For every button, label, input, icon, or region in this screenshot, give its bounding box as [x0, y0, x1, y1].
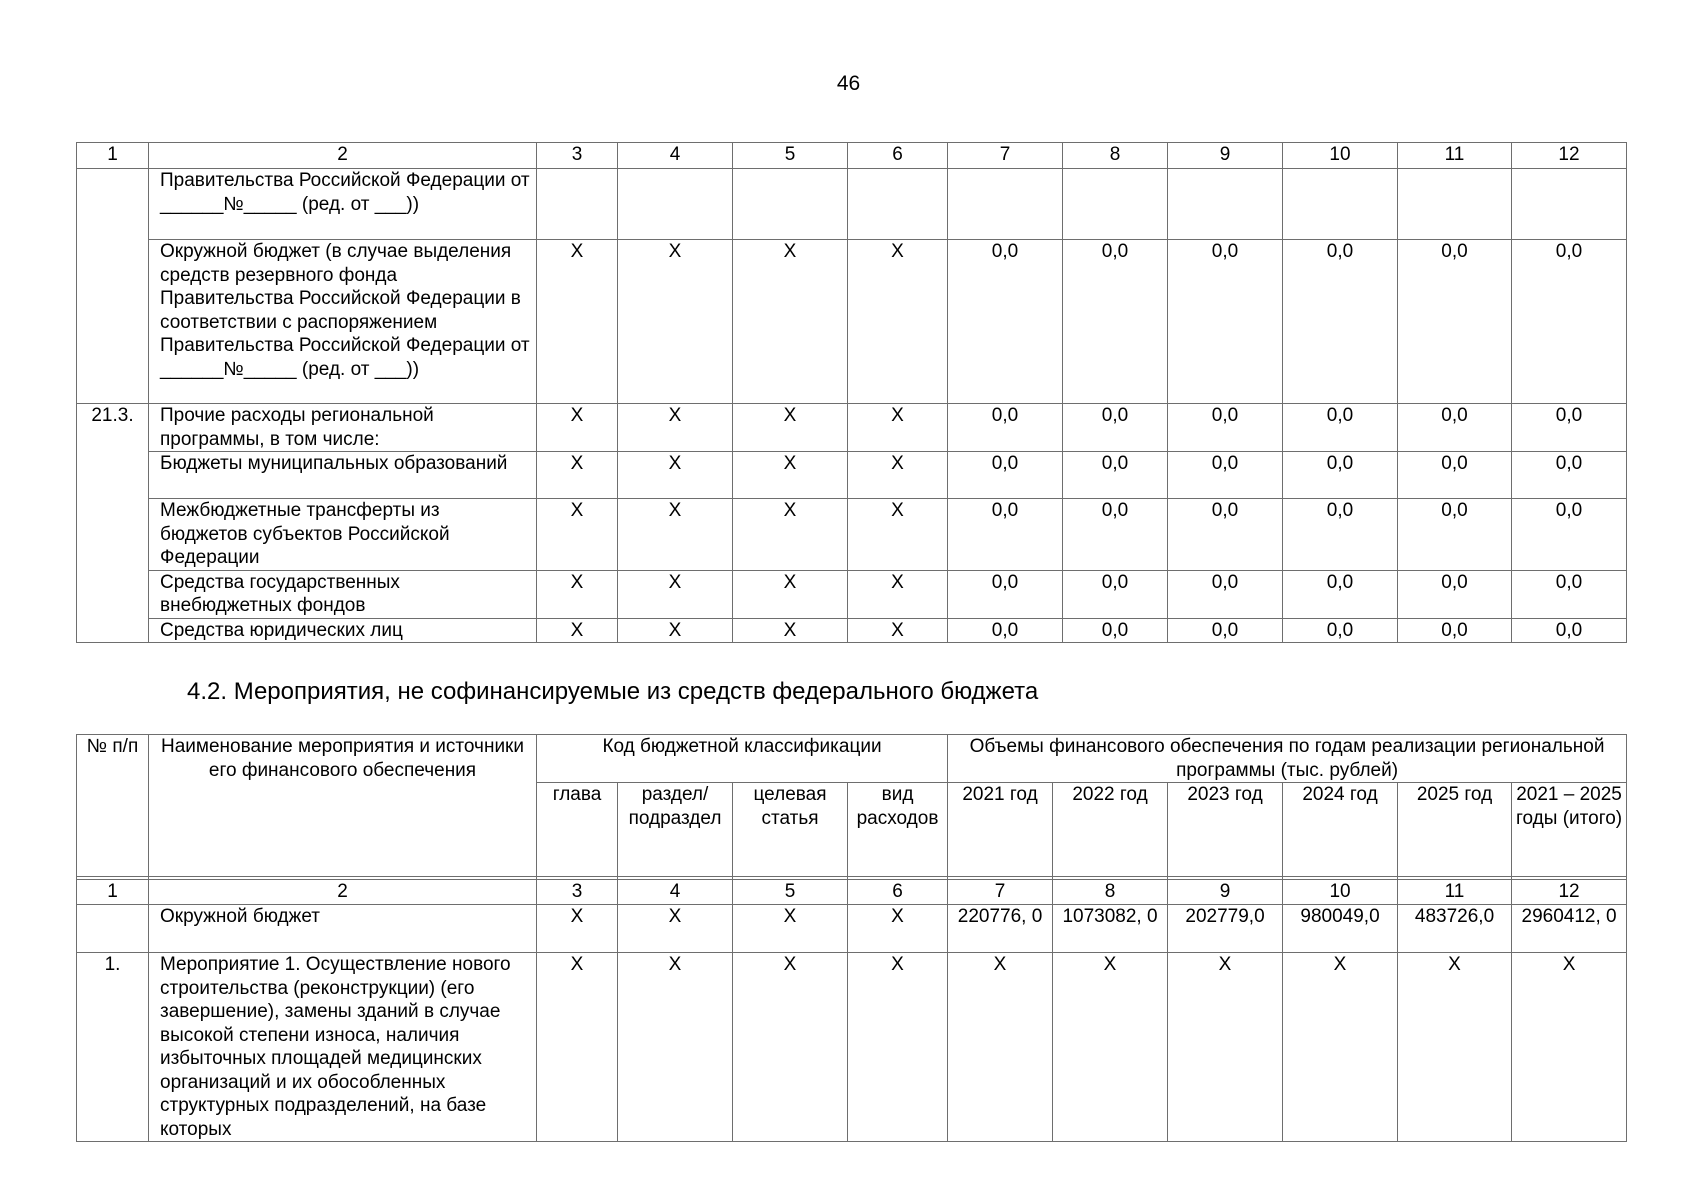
value-cell — [1283, 169, 1398, 240]
row-name: Межбюджетные трансферты из бюджетов субъектов Российской Федерации — [149, 499, 537, 571]
value-cell: 0,0 — [948, 570, 1063, 618]
col-number: 7 — [948, 880, 1053, 905]
value-cell: X — [733, 905, 848, 953]
value-cell: X — [733, 618, 848, 643]
table-row — [77, 240, 1627, 404]
value-cell: X — [537, 499, 618, 571]
value-cell: 0,0 — [1168, 570, 1283, 618]
value-cell — [1512, 169, 1627, 240]
value-cell: X — [618, 618, 733, 643]
value-cell: X — [848, 452, 948, 499]
col-number: 9 — [1168, 880, 1283, 905]
row-name: Окружной бюджет (в случае выделения средств резервного фонда Правительства Российской Федерации в соответствии с распоряжением Правительства Российской Федерации от ______№_____ (ред. от ___)) — [149, 240, 537, 404]
subheader-cell: 2022 год — [1053, 783, 1168, 877]
subheader-cell: 2021 – 2025 годы (итого) — [1512, 783, 1627, 877]
value-cell: 0,0 — [1168, 618, 1283, 643]
col-number: 1 — [77, 143, 149, 169]
value-cell — [1398, 169, 1512, 240]
value-cell: X — [848, 618, 948, 643]
value-cell: 0,0 — [1063, 240, 1168, 404]
value-cell: X — [618, 240, 733, 404]
row-name: Правительства Российской Федерации от ______№_____ (ред. от ___)) — [149, 169, 537, 240]
value-cell: X — [848, 905, 948, 953]
table-row — [77, 905, 1627, 953]
value-cell: 0,0 — [1398, 499, 1512, 571]
value-cell — [1168, 169, 1283, 240]
activities-table — [76, 734, 1627, 1142]
value-cell: X — [948, 953, 1053, 1142]
value-cell: X — [733, 452, 848, 499]
value-cell: X — [537, 452, 618, 499]
value-cell: 0,0 — [1168, 452, 1283, 499]
value-cell: 0,0 — [948, 404, 1063, 452]
table-row — [77, 499, 1627, 571]
col-number: 11 — [1398, 143, 1512, 169]
value-cell: X — [1053, 953, 1168, 1142]
row-name: Прочие расходы региональной программы, в том числе: — [149, 404, 537, 452]
value-cell: 0,0 — [1398, 570, 1512, 618]
row-name: Бюджеты муниципальных образований — [149, 452, 537, 499]
value-cell: 0,0 — [1398, 618, 1512, 643]
page-number: 46 — [836, 72, 861, 95]
row-number-cell — [77, 169, 149, 404]
col-number: 10 — [1283, 880, 1398, 905]
col-number: 5 — [733, 143, 848, 169]
col-number: 12 — [1512, 143, 1627, 169]
value-cell: 0,0 — [1283, 404, 1398, 452]
section-title: 4.2. Мероприятия, не софинансируемые из средств федерального бюджета — [187, 678, 1039, 705]
value-cell: X — [848, 404, 948, 452]
table-row — [77, 953, 1627, 1142]
row-number-cell — [77, 905, 149, 953]
col-number: 8 — [1063, 143, 1168, 169]
value-cell: X — [733, 240, 848, 404]
value-cell: 0,0 — [1512, 570, 1627, 618]
value-cell: X — [537, 240, 618, 404]
value-cell: X — [618, 404, 733, 452]
value-cell: 0,0 — [1398, 404, 1512, 452]
header-budget-code: Код бюджетной классификации — [537, 735, 948, 783]
row-number-cell: 21.3. — [77, 404, 149, 643]
subheader-cell: 2024 год — [1283, 783, 1398, 877]
col-number: 4 — [618, 880, 733, 905]
row-name: Мероприятие 1. Осуществление нового строительства (реконструкции) (его завершение), замены зданий в случае высокой степени износа, наличия избыточных площадей медицинских организаций и их обособленных структурных подразделений, на базе которых — [149, 953, 537, 1142]
col-number: 9 — [1168, 143, 1283, 169]
col-number: 7 — [948, 143, 1063, 169]
value-cell: X — [618, 499, 733, 571]
value-cell: X — [537, 404, 618, 452]
value-cell: 0,0 — [1168, 240, 1283, 404]
row-name: Средства государственных внебюджетных фондов — [149, 570, 537, 618]
value-cell: 0,0 — [1283, 240, 1398, 404]
value-cell: 0,0 — [1063, 570, 1168, 618]
col-number: 11 — [1398, 880, 1512, 905]
value-cell: X — [1398, 953, 1512, 1142]
column-number-row — [77, 143, 1627, 169]
value-cell: X — [537, 905, 618, 953]
table-row — [77, 404, 1627, 452]
subheader-cell: вид расходов — [848, 783, 948, 877]
value-cell: 0,0 — [1063, 452, 1168, 499]
value-cell: X — [733, 953, 848, 1142]
value-cell: X — [1168, 953, 1283, 1142]
col-number: 1 — [77, 880, 149, 905]
value-cell: 0,0 — [1283, 452, 1398, 499]
table-row — [77, 570, 1627, 618]
value-cell: 0,0 — [1063, 499, 1168, 571]
value-cell — [848, 169, 948, 240]
value-cell: X — [618, 570, 733, 618]
column-number-row — [77, 880, 1627, 905]
value-cell: X — [733, 404, 848, 452]
value-cell: 0,0 — [1168, 499, 1283, 571]
table-row — [77, 618, 1627, 643]
value-cell: 1073082, 0 — [1053, 905, 1168, 953]
col-number: 4 — [618, 143, 733, 169]
value-cell: X — [848, 499, 948, 571]
value-cell: 0,0 — [948, 499, 1063, 571]
row-name: Средства юридических лиц — [149, 618, 537, 643]
subheader-cell: раздел/ подраздел — [618, 783, 733, 877]
table-row — [77, 169, 1627, 240]
value-cell: X — [848, 240, 948, 404]
value-cell: 0,0 — [1283, 570, 1398, 618]
value-cell: 0,0 — [1512, 618, 1627, 643]
row-number-cell: 1. — [77, 953, 149, 1142]
value-cell: X — [733, 499, 848, 571]
value-cell: 0,0 — [948, 618, 1063, 643]
continuation-table — [76, 142, 1627, 643]
col-number: 3 — [537, 143, 618, 169]
col-number: 2 — [149, 143, 537, 169]
value-cell: X — [618, 905, 733, 953]
col-number: 5 — [733, 880, 848, 905]
subheader-cell: 2021 год — [948, 783, 1053, 877]
col-number: 12 — [1512, 880, 1627, 905]
col-number: 3 — [537, 880, 618, 905]
col-number: 6 — [848, 143, 948, 169]
value-cell: X — [537, 953, 618, 1142]
col-number: 8 — [1053, 880, 1168, 905]
value-cell: X — [537, 618, 618, 643]
value-cell: X — [618, 452, 733, 499]
value-cell — [733, 169, 848, 240]
value-cell: X — [618, 953, 733, 1142]
value-cell: X — [1283, 953, 1398, 1142]
value-cell: 0,0 — [1283, 618, 1398, 643]
value-cell: X — [1512, 953, 1627, 1142]
subheader-cell: глава — [537, 783, 618, 877]
value-cell — [948, 169, 1063, 240]
value-cell: X — [848, 953, 948, 1142]
value-cell: X — [848, 570, 948, 618]
row-name: Окружной бюджет — [149, 905, 537, 953]
value-cell: 220776, 0 — [948, 905, 1053, 953]
subheader-cell: целевая статья — [733, 783, 848, 877]
value-cell: 2960412, 0 — [1512, 905, 1627, 953]
value-cell: 0,0 — [948, 452, 1063, 499]
col-number: 10 — [1283, 143, 1398, 169]
subheader-cell: 2025 год — [1398, 783, 1512, 877]
value-cell: 0,0 — [948, 240, 1063, 404]
subheader-cell: 2023 год — [1168, 783, 1283, 877]
value-cell: 0,0 — [1398, 452, 1512, 499]
value-cell — [1063, 169, 1168, 240]
value-cell: 0,0 — [1512, 404, 1627, 452]
header-volumes: Объемы финансового обеспечения по годам реализации региональной программы (тыс. рублей) — [948, 735, 1627, 783]
header-name: Наименование мероприятия и источники его финансового обеспечения — [149, 735, 537, 877]
value-cell — [618, 169, 733, 240]
value-cell: 483726,0 — [1398, 905, 1512, 953]
value-cell: X — [537, 570, 618, 618]
value-cell: 0,0 — [1283, 499, 1398, 571]
value-cell: 0,0 — [1168, 404, 1283, 452]
value-cell: 0,0 — [1063, 618, 1168, 643]
value-cell: 0,0 — [1512, 240, 1627, 404]
col-number: 6 — [848, 880, 948, 905]
value-cell: X — [733, 570, 848, 618]
header-row — [77, 735, 1627, 783]
value-cell: 0,0 — [1063, 404, 1168, 452]
col-number: 2 — [149, 880, 537, 905]
value-cell — [537, 169, 618, 240]
value-cell: 0,0 — [1512, 452, 1627, 499]
value-cell: 202779,0 — [1168, 905, 1283, 953]
value-cell: 0,0 — [1512, 499, 1627, 571]
table-row — [77, 452, 1627, 499]
value-cell: 0,0 — [1398, 240, 1512, 404]
header-number: № п/п — [77, 735, 149, 877]
value-cell: 980049,0 — [1283, 905, 1398, 953]
